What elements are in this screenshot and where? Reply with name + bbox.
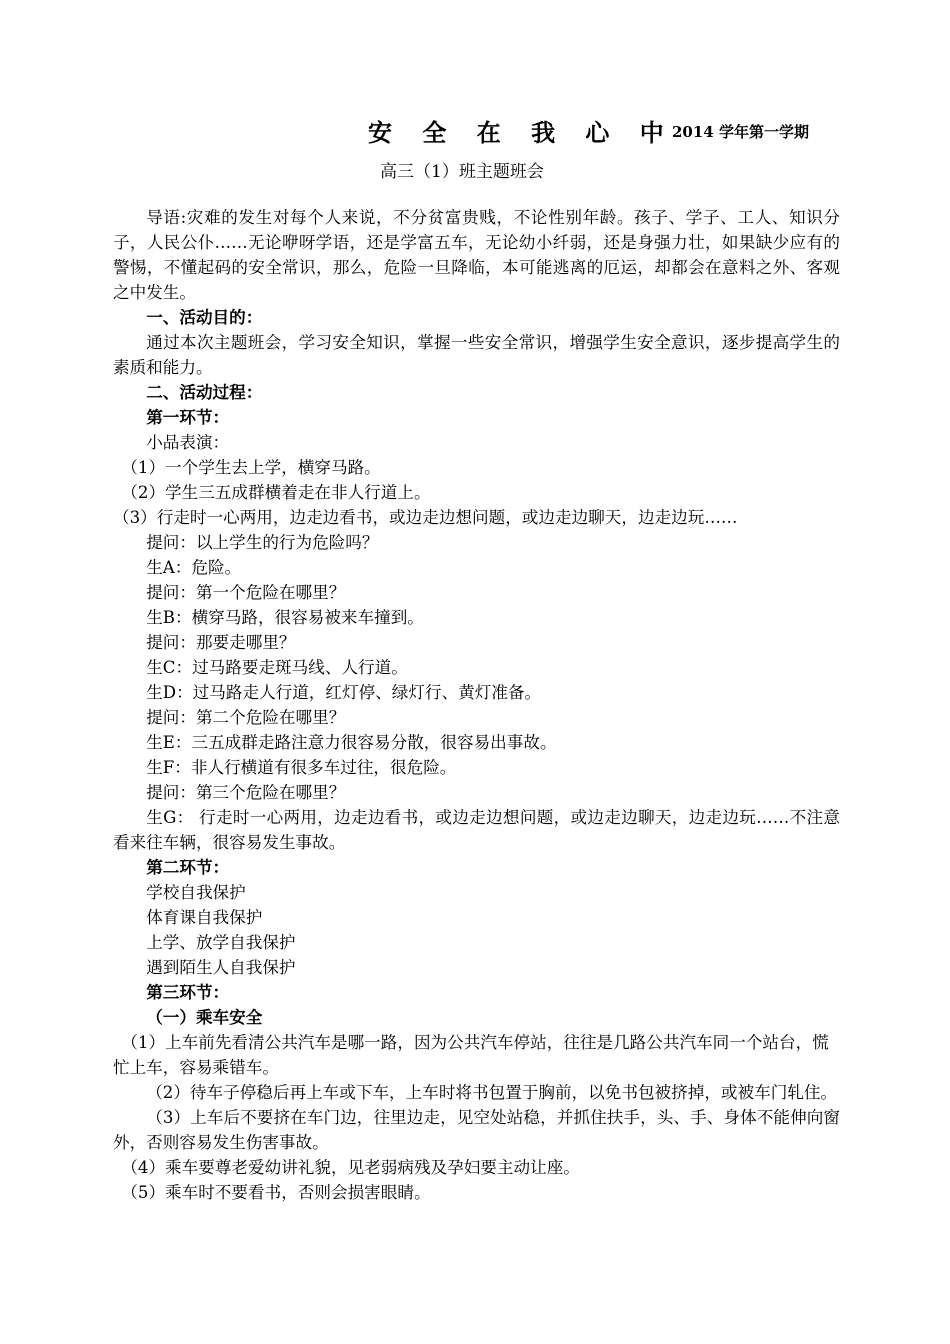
- dialogue-line: 生E：三五成群走路注意力很容易分散，很容易出事故。: [146, 733, 557, 752]
- list-item: （3）行走时一心两用，边走边看书，或边走边想问题，或边走边聊天，边走边玩……: [113, 508, 738, 527]
- intro-paragraph: 导语:灾难的发生对每个人来说，不分贫富贵贱，不论性别年龄。孩子、学子、工人、知识分子，人民公仆……无论咿呀学语，还是学富五车，无论幼小纤弱，还是身强力壮，如果缺少应有的警惕，不懂起码的安全常识，那么，危险一旦降临，本可能逃离的厄运，却都会在意料之外、客观之中发生。: [113, 208, 840, 302]
- section-heading-purpose: 一、活动目的：: [146, 307, 263, 327]
- term-label: 2014 学年第一学期: [672, 123, 809, 141]
- document-subtitle: 高三（1）班主题班会: [380, 162, 544, 182]
- dialogue-line: 生C：过马路要走斑马线、人行道。: [146, 658, 408, 677]
- list-item: （4）乘车要尊老爱幼讲礼貌，见老弱病残及孕妇要主动让座。: [121, 1158, 580, 1177]
- list-item: （1）一个学生去上学，横穿马路。: [121, 458, 381, 477]
- list-item: （2）学生三五成群横着走在非人行道上。: [121, 483, 431, 502]
- dialogue-line: 生A：危险。: [146, 558, 242, 577]
- purpose-paragraph: 通过本次主题班会，学习安全知识，掌握一些安全常识，增强学生安全意识，逐步提高学生的素质和能力。: [113, 333, 840, 377]
- list-item: 上学、放学自我保护: [146, 933, 296, 952]
- dialogue-line: 提问：第一个危险在哪里？: [146, 583, 346, 602]
- list-item: 学校自我保护: [146, 883, 246, 902]
- list-item: （1）上车前先看清公共汽车是哪一路，因为公共汽车停站，往往是几路公共汽车同一个站台，慌忙上车，容易乘错车。: [113, 1033, 829, 1077]
- dialogue-line: 提问：以上学生的行为危险吗？: [146, 533, 379, 552]
- dialogue-line: 提问：那要走哪里？: [146, 633, 296, 652]
- document-title: 安 全 在 我 心 中: [368, 118, 675, 147]
- dialogue-line: 生B：横穿马路，很容易被来车撞到。: [146, 608, 424, 627]
- list-item: （2）待车子停稳后再上车或下车，上车时将书包置于胸前，以免书包被挤掉，或被车门轧住。: [146, 1083, 838, 1102]
- document-body: [113, 205, 840, 1205]
- subsection-heading-ride-safety: （一）乘车安全: [146, 1007, 263, 1027]
- step-heading-1: 第一环节：: [146, 407, 230, 427]
- step-heading-3: 第三环节：: [146, 982, 230, 1002]
- list-item: 小品表演：: [146, 433, 230, 452]
- dialogue-line: 生G： 行走时一心两用，边走边看书，或边走边想问题，或边走边聊天，边走边玩……不注意看来往车辆，很容易发生事故。: [113, 808, 840, 852]
- dialogue-line: 生F：非人行横道有很多车过往，很危险。: [146, 758, 457, 777]
- dialogue-line: 提问：第二个危险在哪里？: [146, 708, 346, 727]
- list-item: 遇到陌生人自我保护: [146, 958, 296, 977]
- step-heading-2: 第二环节：: [146, 857, 230, 877]
- section-heading-process: 二、活动过程：: [146, 382, 263, 402]
- list-item: 体育课自我保护: [146, 908, 263, 927]
- list-item: （3）上车后不要挤在车门边，往里边走，见空处站稳，并抓住扶手，头、手、身体不能伸向窗外，否则容易发生伤害事故。: [113, 1108, 840, 1152]
- dialogue-line: 生D：过马路走人行道，红灯停、绿灯行、黄灯准备。: [146, 683, 542, 702]
- list-item: （5）乘车时不要看书，否则会损害眼睛。: [121, 1183, 431, 1202]
- dialogue-line: 提问：第三个危险在哪里？: [146, 783, 346, 802]
